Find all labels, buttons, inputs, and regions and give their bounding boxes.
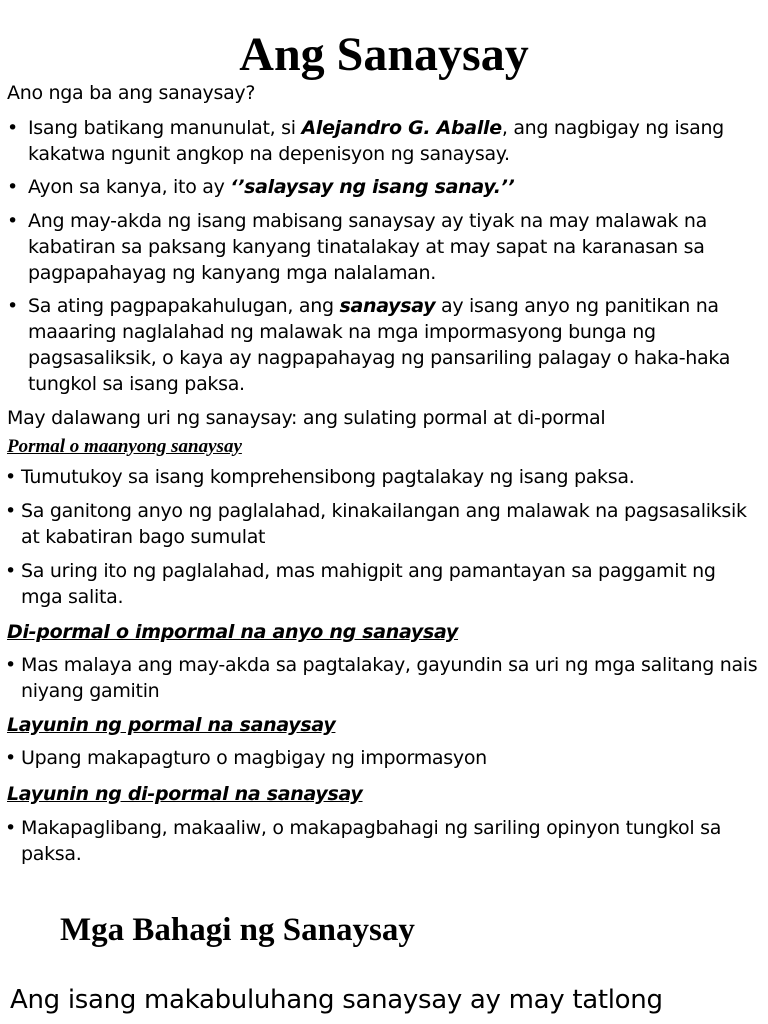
author-name: Alejandro G. Aballe	[301, 117, 502, 139]
definition-bullet	[7, 208, 762, 286]
formal-purpose-bullet	[5, 745, 762, 771]
page-title: Ang Sanaysay	[239, 28, 529, 81]
bullet-icon: •	[5, 747, 16, 769]
formal-bullet	[5, 498, 762, 550]
informal-heading: Di-pormal o impormal na anyo ng sanaysay	[7, 621, 459, 643]
bullet-text: Ang may-akda ng isang mabisang sanaysay ay tiyak na may malawak na kabatiran sa paksang kanyang tinatalakay at may sapat na karanasan sa pagpapahayag ng kanyang mga nalalaman.	[28, 210, 707, 284]
definition-bullet	[7, 115, 762, 167]
bullet-icon: •	[5, 817, 16, 839]
formal-purpose-heading: Layunin ng pormal na sanaysay	[7, 714, 336, 736]
bullet-text: Isang batikang manunulat, si	[28, 117, 302, 139]
bullet-text: Tumutukoy sa isang komprehensibong pagtalakay ng isang paksa.	[21, 466, 635, 488]
bullet-text: ay isang anyo ng panitikan na maaaring naglalahad ng malawak na mga impormasyong bunga ng pagsasaliksik, o kaya ay nagpapahayag ng pansariling palagay o haka-haka tungkol sa isang paksa.	[28, 295, 731, 395]
informal-purpose-bullet	[5, 815, 762, 867]
bullet-icon: •	[7, 176, 18, 198]
bullet-text: Ayon sa kanya, ito ay	[28, 176, 231, 198]
bullet-text: Makapaglibang, makaaliw, o makapagbahagi ng sariling opinyon tungkol sa paksa.	[21, 817, 722, 865]
bullet-text: Sa ating pagpapakahulugan, ang	[28, 295, 340, 317]
bullet-text: Mas malaya ang may-akda sa pagtalakay, gayundin sa uri ng mga salitang nais niyang gamitin	[21, 654, 758, 702]
bullet-text: Sa ganitong anyo ng paglalahad, kinakailangan ang malawak na pagsasaliksik at kabatiran bago sumulat	[21, 500, 747, 548]
bullet-emphasis: sanaysay	[339, 295, 436, 317]
bullet-icon: •	[5, 654, 16, 676]
formal-bullet	[5, 464, 762, 490]
bullet-icon: •	[7, 210, 18, 232]
bullet-icon: •	[5, 466, 16, 488]
quoted-definition: ‘’salaysay ng isang sanay.’’	[230, 176, 515, 198]
bullet-text: , ang nagbigay ng isang kakatwa ngunit angkop na depenisyon ng sanaysay.	[28, 117, 724, 165]
formal-bullet	[5, 558, 762, 610]
bullet-icon: •	[7, 117, 18, 139]
parts-heading: Mga Bahagi ng Sanaysay	[60, 912, 415, 948]
types-line: May dalawang uri ng sanaysay: ang sulating pormal at di-pormal	[7, 407, 606, 429]
definition-bullet	[7, 174, 762, 200]
formal-heading: Pormal o maanyong sanaysay	[7, 436, 242, 457]
informal-bullet	[5, 652, 762, 704]
bullet-text: Upang makapagturo o magbigay ng impormasyon	[21, 747, 487, 769]
intro-question: Ano nga ba ang sanaysay?	[7, 82, 256, 104]
bullet-icon: •	[5, 560, 16, 582]
bullet-icon: •	[7, 295, 18, 317]
bullet-icon: •	[5, 500, 16, 522]
definition-bullet	[7, 293, 762, 397]
bullet-text: Sa uring ito ng paglalahad, mas mahigpit ang pamantayan sa paggamit ng mga salita.	[21, 560, 716, 608]
informal-purpose-heading: Layunin ng di-pormal na sanaysay	[7, 783, 363, 805]
parts-intro: Ang isang makabuluhang sanaysay ay may tatlong	[10, 985, 663, 1015]
